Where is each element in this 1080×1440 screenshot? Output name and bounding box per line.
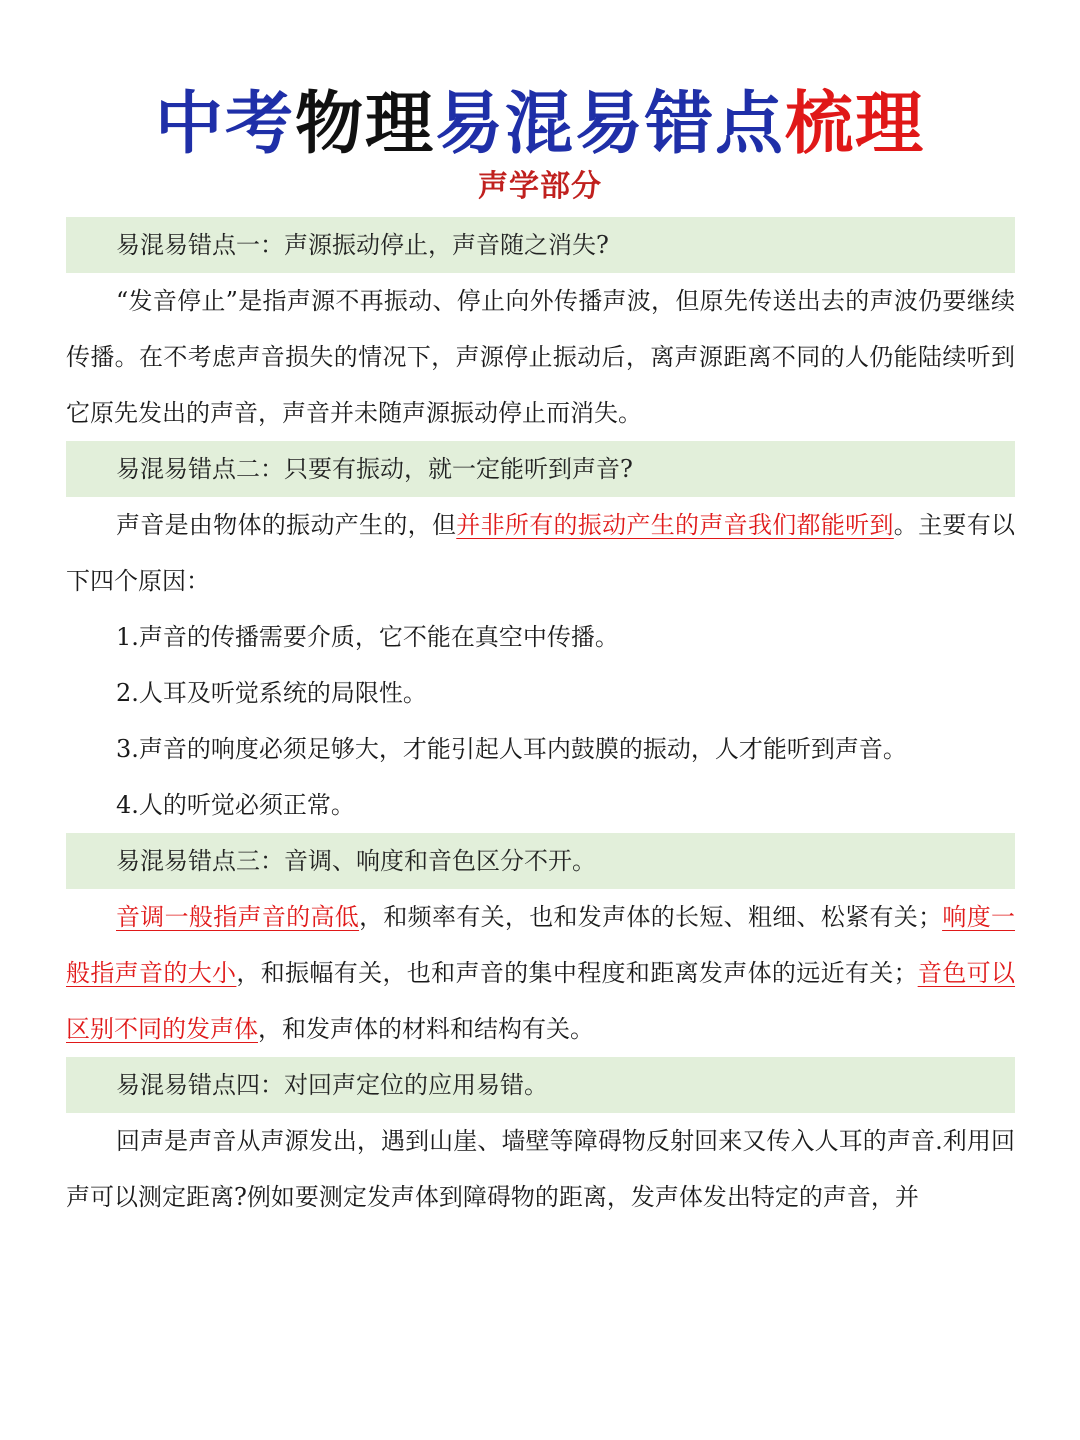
paragraph-text: 回声是声音从声源发出，遇到山崖、墙壁等障碍物反射回来又传入人耳的声音.利用回声可以测定距离?例如要测定发声体到障碍物的距离，发声体发出特定的声音，并 [66,1127,1015,1211]
section-heading: 易混易错点一：声源振动停止，声音随之消失? [66,217,1015,273]
section-heading: 易混易错点三：音调、响度和音色区分不开。 [66,833,1015,889]
list-item: 2.人耳及听觉系统的局限性。 [116,679,427,707]
paragraph-text: 。主要有以下四个原因： [66,511,1016,595]
content-body [66,217,1015,1225]
highlighted-text: 音色可以区别不同的发声体 [66,959,1016,1043]
list-item: 3.声音的响度必须足够大，才能引起人耳内鼓膜的振动，人才能听到声音。 [116,735,907,763]
title-part-2: 物理 [294,84,435,164]
paragraph-text: 声音是由物体的振动产生的，但 [116,511,457,539]
highlighted-text: 音调一般指声音的高低 [116,903,360,931]
section-heading: 易混易错点四：对回声定位的应用易错。 [66,1057,1015,1113]
section-paragraph [66,273,1015,441]
page-title [0,82,1080,166]
highlighted-text: 并非所有的振动产生的声音我们都能听到 [456,511,894,539]
title-part-1: 中考 [154,84,295,164]
list-item: 1.声音的传播需要介质，它不能在真空中传播。 [116,623,619,651]
list-item: 4.人的听觉必须正常。 [116,791,355,819]
paragraph-text: ，和频率有关，也和发声体的长短、粗细、松紧有关； [359,903,943,931]
title-part-4: 梳理 [785,84,926,164]
highlighted-text: 响度一般指声音的大小 [66,903,1016,987]
paragraph-text: “发音停止”是指声源不再振动、停止向外传播声波，但原先传送出去的声波仍要继续传播。在不考虑声音损失的情况下，声源停止振动后，离声源距离不同的人仍能陆续听到它原先发出的声音，声音并未随声源振动停止而消失。 [66,287,1015,427]
section-heading: 易混易错点二：只要有振动，就一定能听到声音? [66,441,1015,497]
title-part-3: 易混易错点 [435,84,786,164]
section-paragraph [66,1113,1015,1225]
section-paragraph [66,889,1015,1057]
paragraph-text: ，和发声体的材料和结构有关。 [258,1015,594,1043]
paragraph-text: ，和振幅有关，也和声音的集中程度和距离发声体的远近有关； [236,959,918,987]
page-subtitle: 声学部分 [478,169,602,204]
section-paragraph [66,497,1015,609]
